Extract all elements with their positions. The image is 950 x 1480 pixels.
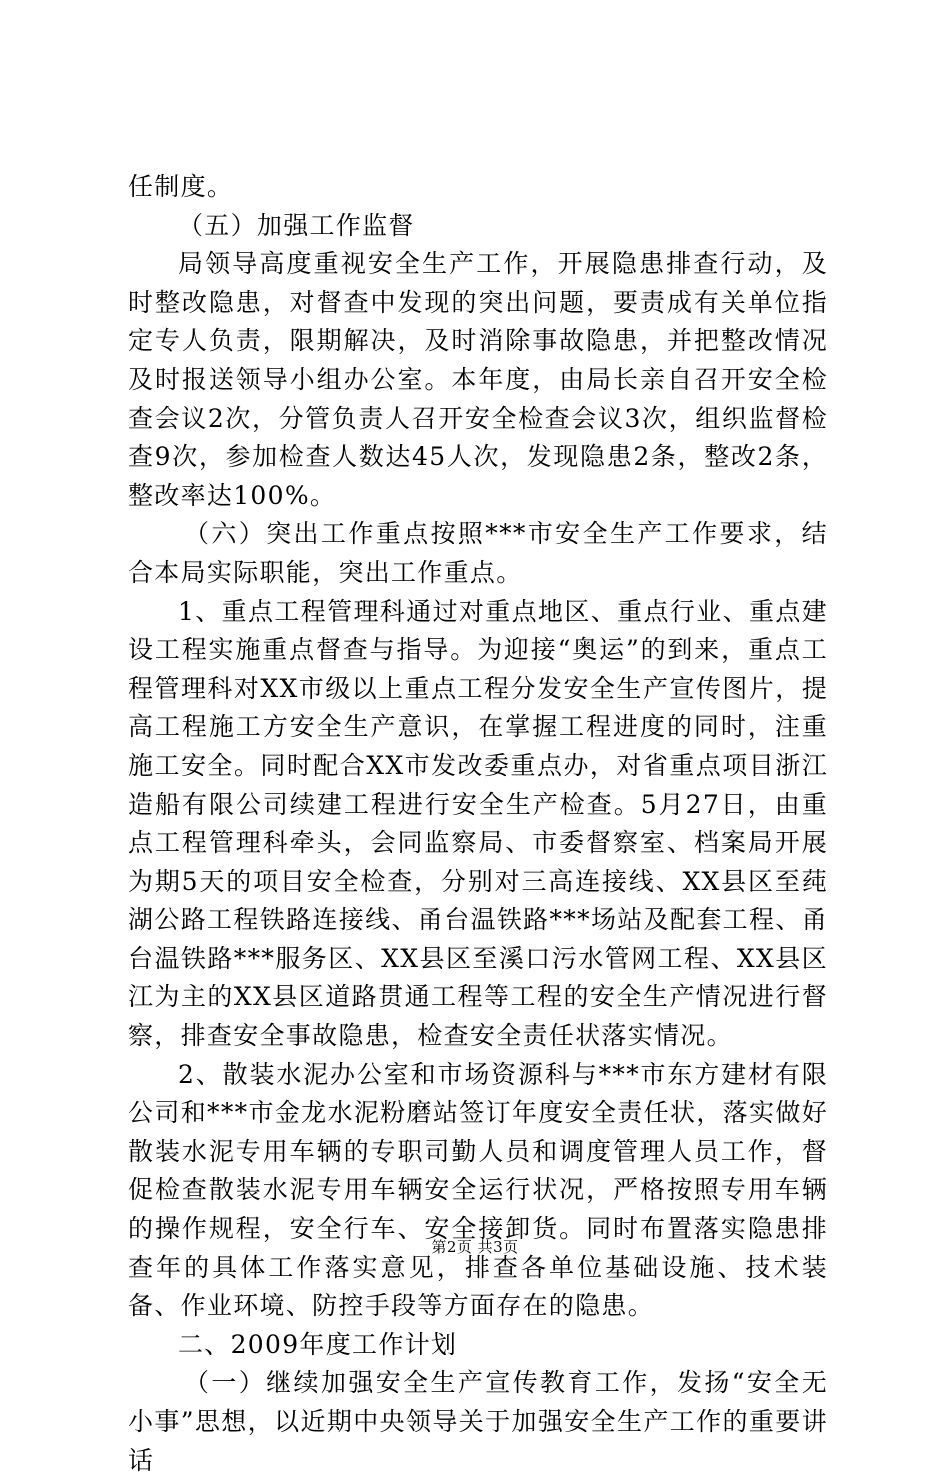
page-number-footer: 第2页 共3页 — [431, 1238, 519, 1256]
paragraph-continuation: 任制度。 — [128, 172, 234, 201]
paragraph-item-2: 2、散装水泥办公室和市场资源科与***市东方建材有限公司和***市金龙水泥粉磨站签订年度安全责任状，落实做好散装水泥专用车辆的专职司勤人员和调度管理人员工作，督促检查散装水泥专用车辆安全运行状况，严格按照专用车辆的操作规程，安全行车、安全接卸货。同时布置落实隐患排查年的具体工作落实意见，排查各单位基础设施、技术装备、作业环境、防控手段等方面存在的隐患。 — [128, 1059, 828, 1321]
section-heading-five: （五）加强工作监督 — [178, 210, 415, 240]
section-heading-six: （六）突出工作重点按照***市安全生产工作要求，结合本局实际职能，突出工作重点。 — [128, 519, 828, 587]
paragraph-plan-one: （一）继续加强安全生产宣传教育工作，发扬“安全无小事”思想，以近期中央领导关于加强安全生产工作的重要讲话 — [128, 1368, 828, 1475]
paragraph-supervision: 局领导高度重视安全生产工作，开展隐患排查行动，及时整改隐患，对督查中发现的突出问题，要责成有关单位指定专人负责，限期解决，及时消除事故隐患，并把整改情况及时报送领导小组办公室。本年度，由局长亲自召开安全检查会议2次，分管负责人召开安全检查会议3次，组织监督检查9次，参加检查人数达45人次，发现隐患2条，整改2条，整改率达100%。 — [128, 249, 828, 510]
document-body — [128, 168, 828, 1480]
paragraph-item-1: 1、重点工程管理科通过对重点地区、重点行业、重点建设工程实施重点督查与指导。为迎接“奥运”的到来，重点工程管理科对XX市级以上重点工程分发安全生产宣传图片，提高工程施工方安全生产意识，在掌握工程进度的同时，注重施工安全。同时配合XX市发改委重点办，对省重点项目浙江造船有限公司续建工程进行安全生产检查。5月27日，由重点工程管理科牵头，会同监察局、市委督察室、档案局开展为期5天的项目安全检查，分别对三高连接线、XX县区至莼湖公路工程铁路连接线、甬台温铁路***场站及配套工程、甬台温铁路***服务区、XX县区至溪口污水管网工程、XX县区江为主的XX县区道路贯通工程等工程的安全生产情况进行督察，排查安全事故隐患，检查安全责任状落实情况。 — [128, 596, 828, 1051]
section-heading-plan: 二、2009年度工作计划 — [178, 1329, 458, 1359]
